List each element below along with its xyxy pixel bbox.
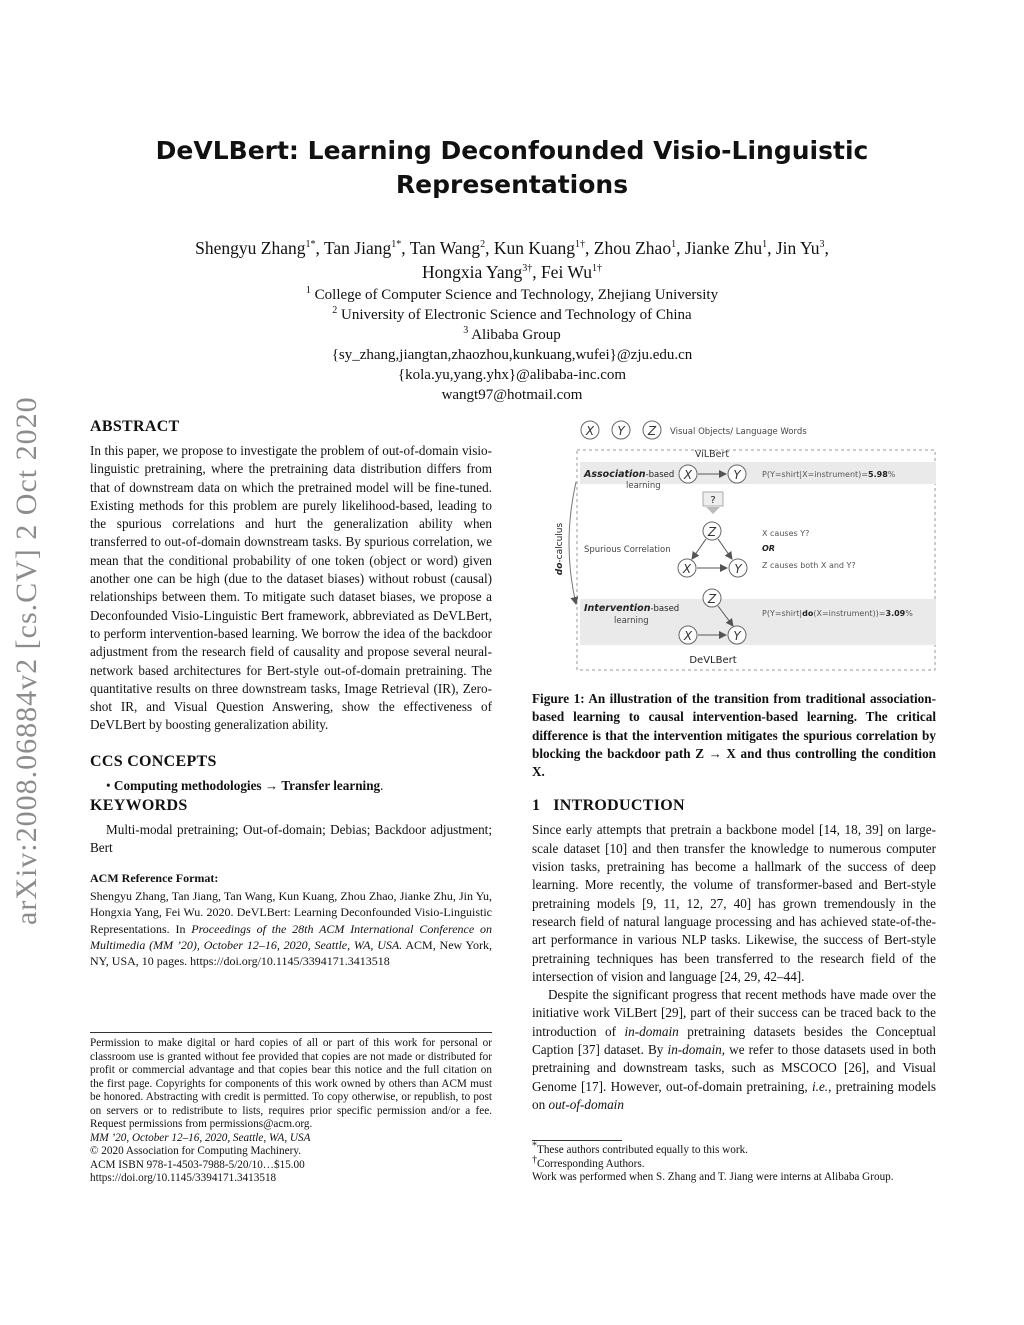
author-line-1: Shengyu Zhang$^{1*}$, Tan Jiang$^{1*}$, Tan Wang$^2$, Kun Kuang$^{1\dagger}$, Zhou Zhao$^1$, Jianke Zhu$^1$, Jin Yu$^3$, bbox=[195, 238, 829, 258]
assoc-label-2: learning bbox=[626, 481, 661, 491]
author-line-2: Hongxia Yang$^{3\dagger}$, Fei $Wu^{1\dagger}$ bbox=[422, 262, 602, 282]
author: Kun Kuang bbox=[493, 238, 576, 258]
svg-text:X: X bbox=[683, 629, 693, 643]
or-label: OR bbox=[762, 544, 775, 553]
author: Zhou Zhao bbox=[593, 238, 672, 258]
vilbert-label: ViLBert bbox=[694, 449, 730, 460]
author: Shengyu Zhang bbox=[195, 238, 306, 258]
author: Tan Jiang bbox=[323, 238, 392, 258]
spurious-label: Spurious Correlation bbox=[584, 545, 671, 555]
docalc-label: do-calculus bbox=[555, 522, 565, 576]
legend-z: Z bbox=[647, 424, 657, 438]
legend-x: X bbox=[585, 424, 595, 438]
affiliation-2: $^2$ University of Electronic Science and Technology of China bbox=[332, 305, 692, 323]
z-causes-both: Z causes both X and Y? bbox=[762, 561, 856, 570]
affiliation-1: $^1$ College of Computer Science and Technology, Zhejiang University bbox=[305, 285, 719, 303]
abstract-heading: ABSTRACT bbox=[90, 418, 180, 435]
permission-doi: https://doi.org/10.1145/3394171.3413518 bbox=[90, 1172, 277, 1184]
author: Fei Wu bbox=[540, 262, 592, 282]
right-column bbox=[532, 690, 936, 1114]
figure-caption: Figure 1: An illustration of the transition from traditional association-based learning to causal intervention-based learning. The critical difference is that the intervention mitigates the spurious correlation by blocking the backdoor path Z → X and thus controlling the condition X. bbox=[532, 691, 936, 780]
title-line-2: Representations bbox=[395, 170, 629, 199]
x-causes-y: X causes Y? bbox=[762, 529, 810, 538]
interv-label: Intervention-based bbox=[584, 603, 680, 614]
legend-y: Y bbox=[617, 424, 625, 438]
paper-title bbox=[0, 134, 1024, 202]
edge-z-y bbox=[718, 539, 732, 559]
email-line-3: wangt97@hotmail.com bbox=[441, 387, 583, 403]
prob-2: P(Y=shirt|do(X=instrument))=3.09% bbox=[762, 609, 913, 618]
author: Jianke Zhu bbox=[684, 238, 763, 258]
edge-z-x bbox=[692, 539, 706, 559]
permission-text: Permission to make digital or hard copies of all or part of this work for personal or classroom use is granted without fee provided that copies are not made or distributed for profit or commercial advantage and that copies bear this notice and the full citation on the first page. Copyrights for components of this work owned by others than ACM must be honored. Abstracting with credit is permitted. To copy otherwise, or republish, to post on servers or to redistribute to lists, requires prior specific permission and/or a fee. Request permissions from permissions@acm.org. bbox=[90, 1037, 492, 1130]
footnote-1: *These authors contributed equally to this work. bbox=[532, 1140, 748, 1156]
devlbert-label: DeVLBert bbox=[689, 655, 737, 666]
abstract-text: In this paper, we propose to investigate the problem of out-of-domain visio-linguistic pretraining, where the pretraining data distribution differs from that of downstream data on which the pretrained model will be fine-tuned. Existing methods for this problem are purely likelihood-based, leading to the spurious correlations and hurt the generalization ability when transferred to out-of-domain downstream tasks. By spurious correlation, we mean that the conditional probability of one token (object or word) given another one can be high (due to the dataset biases) without robust (causal) relationships between them. To mitigate such dataset biases, we propose a Deconfounded Visio-Linguistic Bert framework, abbreviated as DeVLBert, to perform intervention-based learning. We borrow the idea of the backdoor adjustment from the research field of causality and propose several neural-network based architectures for Bert-style out-of-domain pretraining. The quantitative results on three downstream tasks, Image Retrieval (IR), Zero-shot IR, and Visual Question Answering, show the effectiveness of DeVLBert by boosting generalization ability. bbox=[90, 443, 492, 733]
author: Hongxia Yang bbox=[422, 262, 523, 282]
keywords-text: Multi-modal pretraining; Out-of-domain; Debias; Backdoor adjustment; Bert bbox=[90, 822, 492, 856]
keywords-heading: KEYWORDS bbox=[90, 797, 188, 815]
svg-text:X: X bbox=[683, 468, 693, 482]
legend-text: Visual Objects/ Language Words bbox=[670, 427, 807, 437]
svg-text:Z: Z bbox=[707, 592, 717, 606]
affiliation-3: $^3$ Alibaba Group bbox=[463, 325, 561, 343]
footnote-3: Work was performed when S. Zhang and T. Jiang were interns at Alibaba Group. bbox=[532, 1171, 894, 1183]
svg-text:Y: Y bbox=[733, 468, 741, 482]
permission-copyright: © 2020 Association for Computing Machinery. bbox=[90, 1145, 301, 1157]
docalc-arrow bbox=[569, 482, 576, 604]
ccs-item: • Computing methodologies → Transfer learning. bbox=[106, 777, 384, 793]
intro-paragraph-2: Despite the significant progress that recent methods have made over the initiative work ViLBert [29], part of their success can be traced back to the introduction of in-domain pretraining datasets besides the Conceptual Caption [37] dataset. By in-domain, we refer to those datasets used in both pretraining and downstream tasks, such as MSCOCO [26], and Visual Genome [17]. However, out-of-domain pretraining, i.e., pretraining models on out-of-domain bbox=[532, 987, 936, 1112]
right-footnote-rule bbox=[532, 1140, 622, 1141]
footnote-rule bbox=[90, 1032, 492, 1033]
title-line-1: DeVLBert: Learning Deconfounded Visio-Linguistic bbox=[155, 136, 869, 165]
acm-ref-heading: ACM Reference Format: bbox=[90, 870, 219, 885]
footnotes bbox=[532, 1140, 936, 1185]
author: Jin Yu bbox=[775, 238, 820, 258]
interv-label-2: learning bbox=[614, 616, 649, 626]
svg-text:Y: Y bbox=[733, 629, 741, 643]
intro-paragraph-1: Since early attempts that pretrain a backbone model [14, 18, 39] on large-scale dataset [10] and then transfer the knowledge to numerous computer vision tasks, pretraining has become a hallmark of the success of deep learning. More recently, the volume of transformer-based and Bert-style pretraining models [9, 11, 12, 27, 40] has grown tremendously in the research field of natural language processing and has achieved state-of-the-art performance in various NLP tasks. Likewise, the success of Bert-style pretraining techniques has been transferred to the research field of the intersection of vision and language [24, 29, 42–44]. bbox=[532, 822, 936, 984]
svg-text:Z: Z bbox=[707, 525, 717, 539]
permission-conf: MM ’20, October 12–16, 2020, Seattle, WA, USA bbox=[90, 1131, 311, 1144]
footnote-2: †Corresponding Authors. bbox=[532, 1153, 645, 1170]
prob-1: P(Y=shirt|X=instrument)=5.98% bbox=[762, 470, 896, 479]
arxiv-stamp: arXiv:2008.06884v2 [cs.CV] 2 Oct 2020 bbox=[10, 396, 43, 925]
author-list bbox=[0, 236, 1024, 284]
ccs-heading: CCS CONCEPTS bbox=[90, 752, 217, 770]
permission-isbn: ACM ISBN 978-1-4503-7988-5/20/10…$15.00 bbox=[90, 1158, 305, 1171]
question-mark: ? bbox=[710, 495, 716, 506]
left-column bbox=[90, 418, 492, 969]
author: Tan Wang bbox=[409, 238, 481, 258]
email-line-2: {kola.yu,yang.yhx}@alibaba-inc.com bbox=[397, 367, 627, 383]
down-arrow bbox=[706, 507, 720, 514]
permission-notice bbox=[90, 1037, 492, 1186]
svg-text:X: X bbox=[682, 562, 692, 576]
svg-text:Y: Y bbox=[734, 562, 742, 576]
acm-ref-text: Shengyu Zhang, Tan Jiang, Tan Wang, Kun Kuang, Zhou Zhao, Jianke Zhu, Jin Yu, Hongxia Yang, Fei Wu. 2020. DeVLBert: Learning Deconfounded Visio-Linguistic Representations. In Proceedings of the 28th ACM International Conference on Multimedia (MM ’20), October 12–16, 2020, Seattle, WA, USA. ACM, New York, NY, USA, 10 pages. https://doi.org/10.1145/3394171.3413518 bbox=[90, 888, 493, 969]
intro-heading: 1 INTRODUCTION bbox=[532, 797, 685, 815]
email-line-1: {sy_zhang,jiangtan,zhaozhou,kunkuang,wufei}@zju.edu.cn bbox=[331, 347, 693, 363]
figure-1-diagram bbox=[540, 414, 940, 676]
assoc-label: Association-based bbox=[584, 469, 675, 480]
